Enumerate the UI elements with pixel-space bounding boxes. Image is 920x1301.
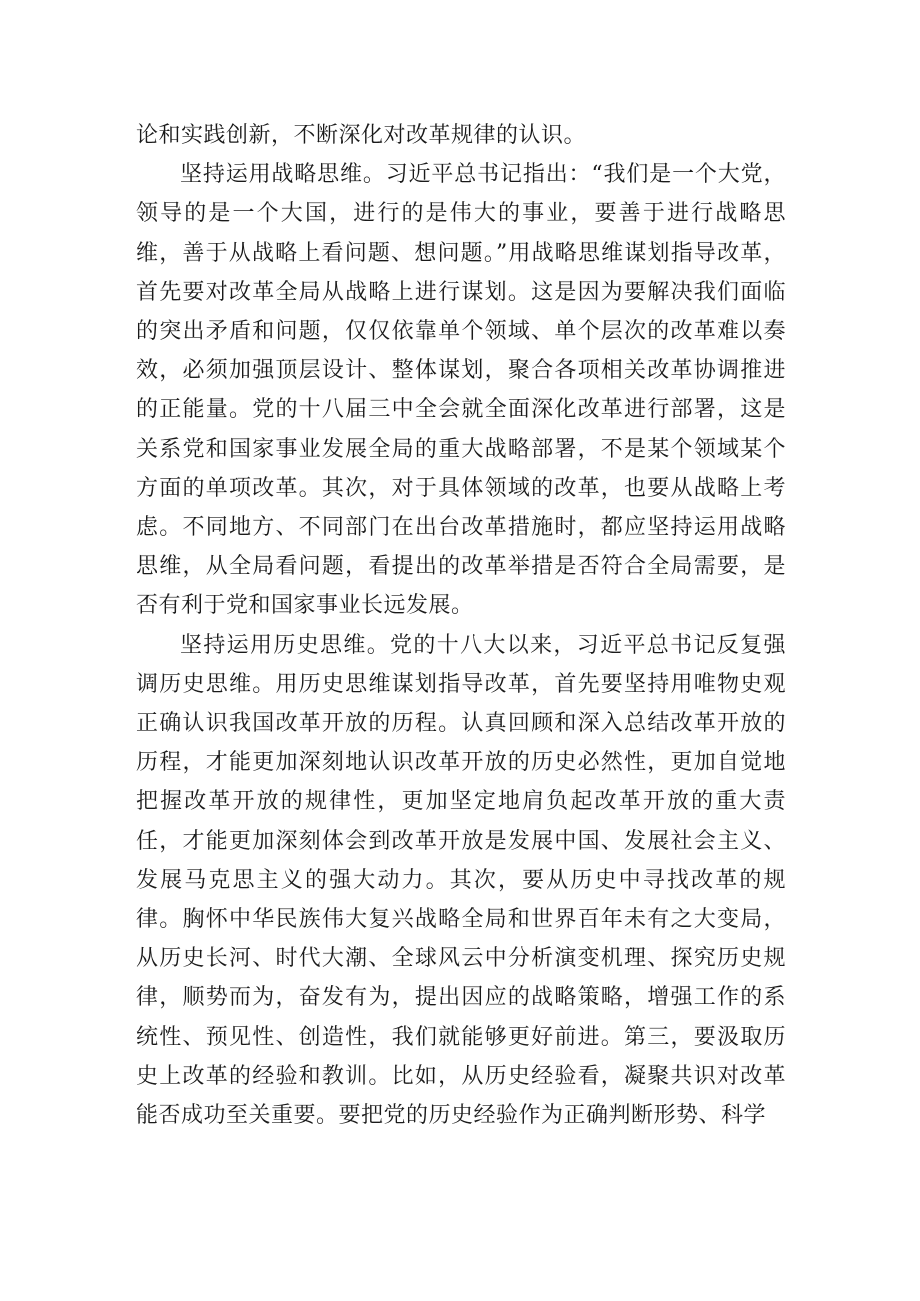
paragraph-strategic-thinking: 坚持运用战略思维。习近平总书记指出：“我们是一个大党，领导的是一个大国，进行的是伟大的事业，要善于进行战略思维，善于从战略上看问题、想问题。”用战略思维谋划指导改革，首先要对改革全局从战略上进行谋划。这是因为要解决我们面临的突出矛盾和问题，仅仅依靠单个领域、单个层次的改革难以奏效，必须加强顶层设计、整体谋划，聚合各项相关改革协调推进的正能量。党的十八届三中全会就全面深化改革进行部署，这是关系党和国家事业发展全局的重大战略部署，不是某个领域某个方面的单项改革。其次，对于具体领域的改革，也要从战略上考虑。不同地方、不同部门在出台改革措施时，都应坚持运用战略思维，从全局看问题，看提出的改革举措是否符合全局需要，是否有利于党和国家事业长远发展。	[136, 162, 786, 619]
paragraph-continuation: 论和实践创新，不断深化对改革规律的认识。	[136, 123, 587, 148]
paragraph-historical-thinking: 坚持运用历史思维。党的十八大以来，习近平总书记反复强调历史思维。用历史思维谋划指导改革，首先要坚持用唯物史观正确认识我国改革开放的历程。认真回顾和深入总结改革开放的历程，才能更加深刻地认识改革开放的历史必然性，更加自觉地把握改革开放的规律性，更加坚定地肩负起改革开放的重大责任，才能更加深刻体会到改革开放是发展中国、发展社会主义、发展马克思主义的强大动力。其次，要从历史中寻找改革的规律。胸怀中华民族伟大复兴战略全局和世界百年未有之大变局，从历史长河、时代大潮、全球风云中分析演变机理、探究历史规律，顺势而为，奋发有为，提出因应的战略策略，增强工作的系统性、预见性、创造性，我们就能够更好前进。第三，要汲取历史上改革的经验和教训。比如，从历史经验看，凝聚共识对改革能否成功至关重要。要把党的历史经验作为正确判断形势、科学	[136, 632, 786, 1129]
body-text	[136, 116, 786, 1135]
